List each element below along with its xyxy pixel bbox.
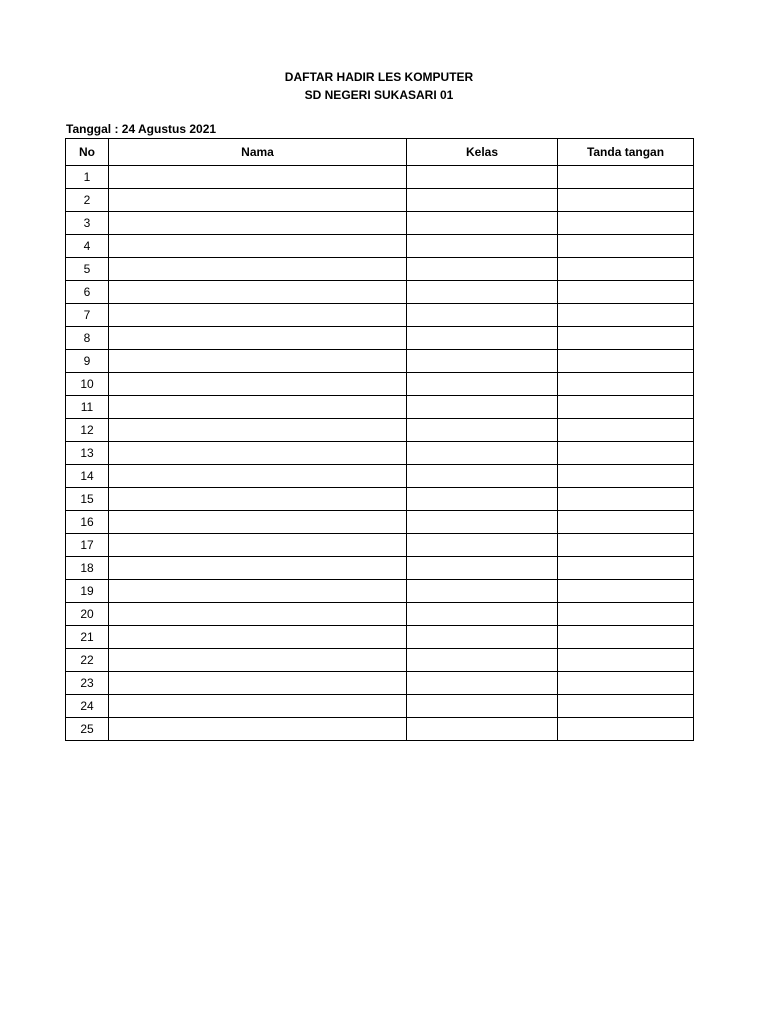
table-row [66,511,694,534]
table-row [66,189,694,212]
table-row [66,649,694,672]
cell-nama [109,166,407,189]
cell-tanda-tangan [558,649,694,672]
title-line-2: SD NEGERI SUKASARI 01 [304,88,454,102]
cell-no: 6 [66,281,109,304]
cell-no: 8 [66,327,109,350]
table-row [66,442,694,465]
cell-tanda-tangan [558,465,694,488]
cell-nama [109,488,407,511]
cell-kelas [407,189,558,212]
cell-nama [109,649,407,672]
cell-tanda-tangan [558,327,694,350]
table-row [66,603,694,626]
cell-nama [109,580,407,603]
table-row [66,626,694,649]
cell-kelas [407,212,558,235]
cell-kelas [407,695,558,718]
cell-no: 16 [66,511,109,534]
cell-kelas [407,281,558,304]
cell-no: 13 [66,442,109,465]
cell-no: 4 [66,235,109,258]
cell-kelas [407,258,558,281]
table-row [66,396,694,419]
cell-no: 5 [66,258,109,281]
table-row [66,212,694,235]
cell-tanda-tangan [558,695,694,718]
cell-no: 3 [66,212,109,235]
cell-kelas [407,350,558,373]
cell-kelas [407,235,558,258]
date-label: Tanggal : 24 Agustus 2021 [66,122,217,136]
cell-tanda-tangan [558,511,694,534]
cell-kelas [407,442,558,465]
cell-nama [109,350,407,373]
table-row [66,580,694,603]
cell-tanda-tangan [558,534,694,557]
table-row [66,258,694,281]
table-header-row [66,139,694,166]
cell-tanda-tangan [558,350,694,373]
cell-tanda-tangan [558,235,694,258]
cell-no: 11 [66,396,109,419]
table-row [66,557,694,580]
cell-kelas [407,603,558,626]
table-row [66,281,694,304]
table-row [66,166,694,189]
cell-tanda-tangan [558,166,694,189]
cell-no: 14 [66,465,109,488]
cell-no: 21 [66,626,109,649]
cell-no: 2 [66,189,109,212]
cell-nama [109,718,407,741]
cell-tanda-tangan [558,488,694,511]
cell-nama [109,327,407,350]
table-row [66,419,694,442]
cell-kelas [407,304,558,327]
cell-no: 25 [66,718,109,741]
cell-no: 10 [66,373,109,396]
cell-nama [109,626,407,649]
cell-nama [109,603,407,626]
cell-kelas [407,626,558,649]
cell-no: 15 [66,488,109,511]
header-no: No [66,139,109,166]
cell-nama [109,396,407,419]
cell-kelas [407,511,558,534]
table-row [66,304,694,327]
cell-nama [109,511,407,534]
cell-no: 24 [66,695,109,718]
cell-no: 22 [66,649,109,672]
cell-nama [109,465,407,488]
table-row [66,235,694,258]
cell-kelas [407,465,558,488]
cell-no: 9 [66,350,109,373]
cell-nama [109,281,407,304]
table-row [66,327,694,350]
cell-nama [109,419,407,442]
table-row [66,672,694,695]
cell-kelas [407,557,558,580]
cell-tanda-tangan [558,281,694,304]
cell-tanda-tangan [558,189,694,212]
table-row [66,488,694,511]
table-row [66,534,694,557]
cell-tanda-tangan [558,672,694,695]
cell-kelas [407,396,558,419]
cell-tanda-tangan [558,580,694,603]
cell-kelas [407,419,558,442]
cell-tanda-tangan [558,718,694,741]
cell-nama [109,212,407,235]
cell-nama [109,695,407,718]
cell-kelas [407,327,558,350]
cell-tanda-tangan [558,419,694,442]
title-line-1: DAFTAR HADIR LES KOMPUTER [284,70,474,84]
cell-kelas [407,166,558,189]
cell-nama [109,258,407,281]
cell-kelas [407,718,558,741]
cell-nama [109,235,407,258]
table-row [66,350,694,373]
header-kelas: Kelas [407,139,558,166]
cell-nama [109,304,407,327]
cell-kelas [407,672,558,695]
attendance-table [65,138,694,741]
cell-tanda-tangan [558,442,694,465]
cell-tanda-tangan [558,626,694,649]
cell-kelas [407,649,558,672]
cell-nama [109,189,407,212]
header-nama: Nama [109,139,407,166]
cell-nama [109,672,407,695]
cell-no: 18 [66,557,109,580]
cell-tanda-tangan [558,212,694,235]
cell-nama [109,373,407,396]
table-row [66,718,694,741]
cell-no: 20 [66,603,109,626]
table-row [66,695,694,718]
cell-tanda-tangan [558,304,694,327]
cell-no: 12 [66,419,109,442]
cell-tanda-tangan [558,258,694,281]
cell-kelas [407,534,558,557]
table-body [66,166,694,741]
cell-no: 7 [66,304,109,327]
cell-no: 23 [66,672,109,695]
cell-tanda-tangan [558,603,694,626]
cell-tanda-tangan [558,557,694,580]
cell-no: 17 [66,534,109,557]
cell-kelas [407,580,558,603]
table-row [66,373,694,396]
cell-nama [109,442,407,465]
document-title [0,68,758,104]
cell-no: 1 [66,166,109,189]
header-tanda-tangan: Tanda tangan [558,139,694,166]
cell-kelas [407,373,558,396]
cell-tanda-tangan [558,396,694,419]
cell-kelas [407,488,558,511]
cell-tanda-tangan [558,373,694,396]
cell-nama [109,534,407,557]
cell-nama [109,557,407,580]
table-row [66,465,694,488]
cell-no: 19 [66,580,109,603]
